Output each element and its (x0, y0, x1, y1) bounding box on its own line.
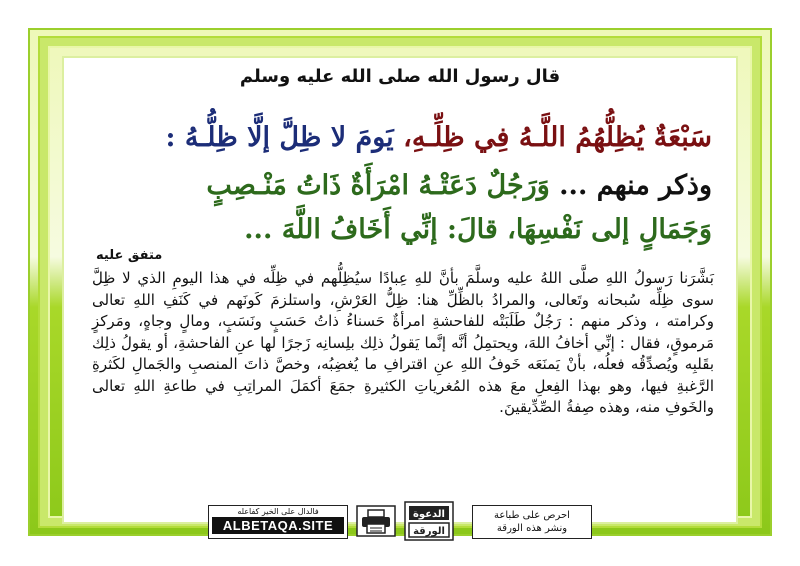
site-url[interactable]: ALBETAQA.SITE (212, 517, 344, 534)
hadith-source: متفق عليه (96, 248, 163, 263)
albetaqa-logo (404, 501, 454, 541)
page-heading: قال رسول الله صلى الله عليه وسلم (239, 66, 561, 87)
hadith-line-2-part-2: وَرَجُلٌ دَعَتْـهُ امْرَأَةٌ ذَاتُ مَنْـصِبٍ (206, 170, 550, 201)
hadith-line-1 (72, 118, 712, 158)
commentary-text: بَشَّرَنا رَسولُ اللهِ صلَّى اللهُ عليه وسلَّمَ بأنَّ للهِ عِبادًا سيُظِلُّهم في ظِلِّه في هذا اليومِ الذي لا ظِلَّ سوى ظِلِّه سُبحانه وتَعالى، والمرادُ بالظِّلِّ هنا: ظِلُّ العَرْشِ، واستلزمَ كَونَهم في كَنَفِ اللهِ تعالى وكرامته ، وذكر منهم : رَجُلٌ طَلَبَتْه للفاحشةِ امرأةٌ حَسناءُ ذاتُ حَسَبٍ ونَسَبٍ، ومالٍ وجاهٍ، ومَركزٍ مَرموقٍ، فقال : إنِّي أخافُ اللهَ، ويحتمِلُ أنَّه إنَّما يَقولُ ذلِك بلِسانِه زَجرًا لها عنِ الفاحشةِ، أو يقولُ ذلِك بقَلبِه ويُصدِّقُه فعلُه، بأنْ يَمنَعَه خَوفُ اللهِ عنِ اقترافِ ما يُغضِبُه، وخصَّ ذاتَ المنصبِ والجَمالِ لكَثرةِ الرَّغبةِ فيها، وهو بهذا الفِعلِ معَ هذه المُغرياتِ الكثيرةِ جمَعَ أكمَلَ المراتِبِ في طاعةِ اللهِ تعالى والخَوفِ منه، وهذه صِفةُ الصِّدِّيقينَ. (92, 269, 714, 416)
hadith-line-2 (72, 166, 712, 206)
site-box (208, 505, 348, 539)
printer-icon (356, 505, 396, 537)
hadith-line-1-part-2: يَومَ لا ظِلَّ إلَّا ظِلُّـهُ : (165, 122, 394, 153)
hadith-line-3: وَجَمَالٍ إلى نَفْسِهَا، قالَ: إنِّي أَخَافُ اللَّهَ ... (244, 214, 712, 245)
logo-text-bottom: الورقة (413, 526, 445, 537)
logo-text-top: الدعوة (413, 509, 445, 520)
hadith-line-1-part-1: سَبْعَةٌ يُظِلُّهُمُ اللَّـهُ فِي ظِلِّـهِ، (403, 122, 712, 153)
print-reminder-box (472, 505, 592, 539)
print-reminder-line-2: ونشر هذه الورقة (496, 523, 568, 534)
hadith-line-2-part-1: وذكر منهم ... (559, 170, 712, 201)
print-reminder-line-1: احرص على طباعة (494, 510, 570, 521)
site-tagline: فالدال على الخير كفاعله (237, 507, 319, 516)
